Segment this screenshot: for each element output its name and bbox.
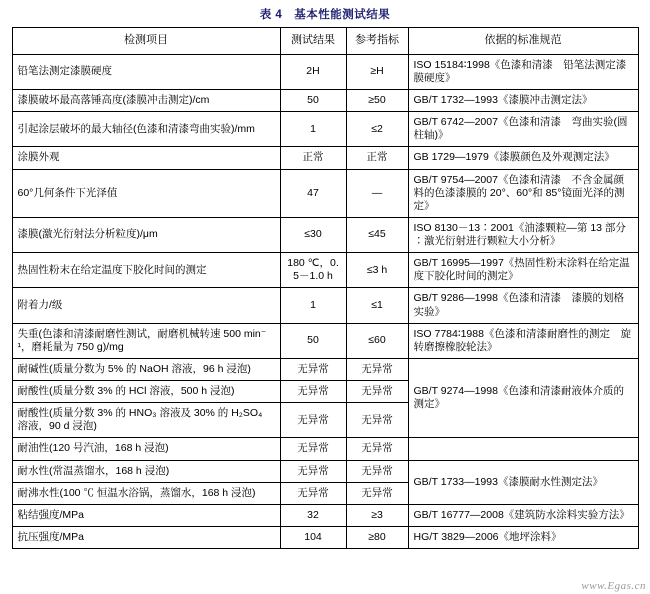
table-row xyxy=(12,147,638,169)
cell-reference: ≥3 xyxy=(346,504,408,526)
cell-standard: GB/T 16777—2008《建筑防水涂料实验方法》 xyxy=(408,504,638,526)
column-header-item: 检测项目 xyxy=(12,28,280,55)
cell-reference: — xyxy=(346,169,408,217)
cell-item: 铅笔法测定漆膜硬度 xyxy=(12,54,280,89)
table-row xyxy=(12,169,638,217)
table-row xyxy=(12,217,638,252)
table-row xyxy=(12,358,638,380)
table-row xyxy=(12,526,638,548)
results-table xyxy=(12,27,639,549)
cell-reference: 无异常 xyxy=(346,381,408,403)
cell-result: 1 xyxy=(280,112,346,147)
cell-result: 180 ℃，0.5－1.0 h xyxy=(280,253,346,288)
cell-standard: HG/T 3829—2006《地坪涂料》 xyxy=(408,526,638,548)
cell-reference: ≤2 xyxy=(346,112,408,147)
table-title: 基本性能测试结果 xyxy=(294,9,391,21)
table-row xyxy=(12,54,638,89)
cell-result: 32 xyxy=(280,504,346,526)
cell-standard: GB/T 16995—1997《热固性粉末涂料在给定温度下胶化时间的测定》 xyxy=(408,253,638,288)
column-header-reference: 参考指标 xyxy=(346,28,408,55)
cell-item: 失重(色漆和清漆耐磨性测试，耐磨机械转速 500 min⁻¹，磨耗量为 750 g)/mg xyxy=(12,323,280,358)
cell-standard: GB/T 9274—1998《色漆和清漆耐液体介质的测定》 xyxy=(408,358,638,438)
table-header-row xyxy=(12,28,638,55)
table-row xyxy=(12,90,638,112)
cell-reference: ≤3 h xyxy=(346,253,408,288)
cell-item: 耐酸性(质量分数 3% 的 HCl 溶液，500 h 浸泡) xyxy=(12,381,280,403)
cell-standard: ISO 8130－13∶2001《油漆颗粒—第 13 部分∶激光衍射进行颗粒大小分析》 xyxy=(408,217,638,252)
cell-reference: ≥50 xyxy=(346,90,408,112)
cell-reference: ≥H xyxy=(346,54,408,89)
cell-item: 耐油性(120 号汽油，168 h 浸泡) xyxy=(12,438,280,460)
cell-reference: ≤60 xyxy=(346,323,408,358)
cell-result: 50 xyxy=(280,323,346,358)
table-caption xyxy=(0,0,650,27)
cell-result: 无异常 xyxy=(280,438,346,460)
cell-reference: 正常 xyxy=(346,147,408,169)
cell-item: 附着力/级 xyxy=(12,288,280,323)
cell-reference: 无异常 xyxy=(346,403,408,438)
table-row xyxy=(12,288,638,323)
cell-standard: GB/T 1733—1993《漆膜耐水性测定法》 xyxy=(408,460,638,504)
cell-item: 粘结强度/MPa xyxy=(12,504,280,526)
cell-result: 无异常 xyxy=(280,460,346,482)
cell-standard: ISO 7784∶1988《色漆和清漆耐磨性的测定 旋转磨擦橡胶轮法》 xyxy=(408,323,638,358)
cell-item: 漆膜破坏最高落锤高度(漆膜冲击测定)/cm xyxy=(12,90,280,112)
cell-result: ≤30 xyxy=(280,217,346,252)
table-number: 表 4 xyxy=(259,9,283,21)
watermark-text: www.Egas.cn xyxy=(581,580,646,592)
cell-standard: ISO 15184∶1998《色漆和清漆 铅笔法测定漆膜硬度》 xyxy=(408,54,638,89)
column-header-standard: 依据的标准规范 xyxy=(408,28,638,55)
table-row xyxy=(12,253,638,288)
cell-result: 无异常 xyxy=(280,381,346,403)
cell-reference: 无异常 xyxy=(346,438,408,460)
cell-reference: ≤1 xyxy=(346,288,408,323)
cell-result: 2H xyxy=(280,54,346,89)
cell-result: 47 xyxy=(280,169,346,217)
cell-standard: GB/T 1732—1993《漆膜冲击测定法》 xyxy=(408,90,638,112)
cell-standard: GB 1729—1979《漆膜颜色及外观测定法》 xyxy=(408,147,638,169)
cell-result: 104 xyxy=(280,526,346,548)
cell-standard xyxy=(408,438,638,460)
cell-result: 1 xyxy=(280,288,346,323)
cell-item: 抗压强度/MPa xyxy=(12,526,280,548)
cell-item: 涂膜外观 xyxy=(12,147,280,169)
cell-item: 60°几何条件下光泽值 xyxy=(12,169,280,217)
cell-reference: ≥80 xyxy=(346,526,408,548)
cell-result: 正常 xyxy=(280,147,346,169)
column-header-result: 测试结果 xyxy=(280,28,346,55)
cell-result: 无异常 xyxy=(280,403,346,438)
cell-standard: GB/T 6742—2007《色漆和清漆 弯曲实验(圆柱轴)》 xyxy=(408,112,638,147)
cell-item: 耐水性(常温蒸馏水，168 h 浸泡) xyxy=(12,460,280,482)
cell-reference: ≤45 xyxy=(346,217,408,252)
cell-reference: 无异常 xyxy=(346,482,408,504)
cell-standard: GB/T 9286—1998《色漆和清漆 漆膜的划格实验》 xyxy=(408,288,638,323)
cell-item: 耐碱性(质量分数为 5% 的 NaOH 溶液，96 h 浸泡) xyxy=(12,358,280,380)
table-row xyxy=(12,460,638,482)
cell-item: 热固性粉末在给定温度下胶化时间的测定 xyxy=(12,253,280,288)
table-row xyxy=(12,504,638,526)
table-row xyxy=(12,323,638,358)
cell-result: 无异常 xyxy=(280,358,346,380)
cell-item: 耐沸水性(100 ℃ 恒温水浴锅，蒸馏水，168 h 浸泡) xyxy=(12,482,280,504)
cell-reference: 无异常 xyxy=(346,358,408,380)
table-row xyxy=(12,112,638,147)
cell-item: 漆膜(激光衍射法分析粒度)/μm xyxy=(12,217,280,252)
table-row xyxy=(12,438,638,460)
cell-item: 引起涂层破坏的最大轴径(色漆和清漆弯曲实验)/mm xyxy=(12,112,280,147)
cell-result: 50 xyxy=(280,90,346,112)
cell-standard: GB/T 9754—2007《色漆和清漆 不含金属颜料的色漆漆膜的 20°、60°和 85°镜面光泽的测定》 xyxy=(408,169,638,217)
cell-result: 无异常 xyxy=(280,482,346,504)
cell-reference: 无异常 xyxy=(346,460,408,482)
cell-item: 耐酸性(质量分数 3% 的 HNO₃ 溶液及 30% 的 H₂SO₄ 溶液，90 d 浸泡) xyxy=(12,403,280,438)
